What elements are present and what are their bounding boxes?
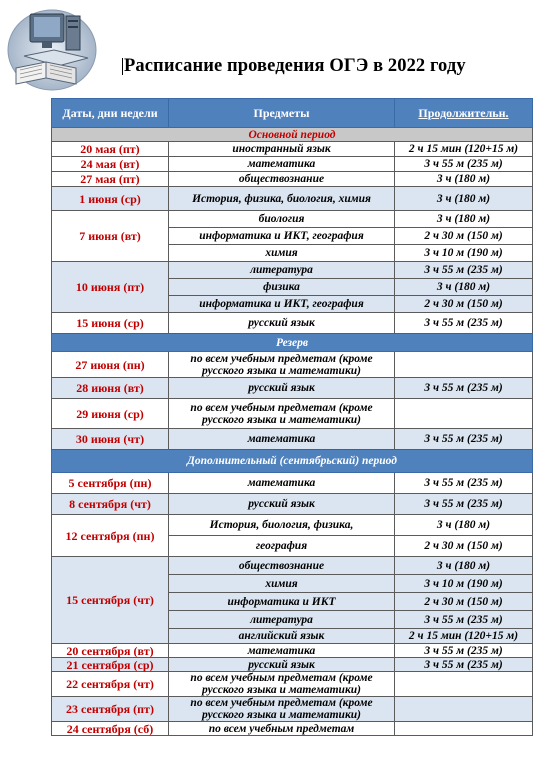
subject-cell: химия <box>169 575 395 593</box>
duration-cell: 3 ч 55 м (235 м) <box>395 473 533 494</box>
header-subject: Предметы <box>169 99 395 128</box>
subject-cell: математика <box>169 429 395 450</box>
schedule-table <box>51 98 533 736</box>
subject-cell: физика <box>169 279 395 296</box>
date-cell: 15 сентября (чт) <box>52 557 169 644</box>
page-title: Расписание проведения ОГЭ в 2022 году <box>124 56 466 76</box>
subject-cell: математика <box>169 157 395 172</box>
table-row <box>52 399 533 429</box>
duration-cell: 3 ч 55 м (235 м) <box>395 313 533 334</box>
date-cell: 7 июня (вт) <box>52 211 169 262</box>
table-row <box>52 722 533 736</box>
subject-cell: математика <box>169 644 395 658</box>
duration-cell: 3 ч 55 м (235 м) <box>395 494 533 515</box>
date-cell: 10 июня (пт) <box>52 262 169 313</box>
section-additional: Дополнительный (сентябрьский) период <box>52 450 533 473</box>
subject-cell: русский язык <box>169 313 395 334</box>
date-cell: 27 мая (пт) <box>52 172 169 187</box>
duration-cell: 2 ч 30 м (150 м) <box>395 228 533 245</box>
subject-cell: математика <box>169 473 395 494</box>
duration-cell <box>395 672 533 697</box>
subject-cell: обществознание <box>169 172 395 187</box>
section-row <box>52 450 533 473</box>
duration-cell: 2 ч 30 м (150 м) <box>395 593 533 611</box>
duration-cell: 3 ч (180 м) <box>395 557 533 575</box>
table-row <box>52 557 533 575</box>
table-row <box>52 378 533 399</box>
subject-cell: литература <box>169 611 395 629</box>
duration-cell: 3 ч 55 м (235 м) <box>395 262 533 279</box>
subject-cell: по всем учебным предметам <box>169 722 395 736</box>
duration-cell: 3 ч 55 м (235 м) <box>395 658 533 672</box>
table-row <box>52 172 533 187</box>
duration-cell: 3 ч (180 м) <box>395 172 533 187</box>
date-cell: 12 сентября (пн) <box>52 515 169 557</box>
duration-cell: 3 ч (180 м) <box>395 211 533 228</box>
subject-cell: обществознание <box>169 557 395 575</box>
duration-cell: 2 ч 15 мин (120+15 м) <box>395 142 533 157</box>
date-cell: 5 сентября (пн) <box>52 473 169 494</box>
date-cell: 23 сентября (пт) <box>52 697 169 722</box>
subject-cell: по всем учебным предметам (кроме русского языка и математики) <box>169 672 395 697</box>
date-cell: 15 июня (ср) <box>52 313 169 334</box>
date-cell: 1 июня (ср) <box>52 187 169 211</box>
subject-cell: английский язык <box>169 629 395 644</box>
subject-cell: география <box>169 536 395 557</box>
section-main: Основной период <box>52 128 533 142</box>
table-row <box>52 658 533 672</box>
table-row <box>52 473 533 494</box>
table-row <box>52 697 533 722</box>
section-row <box>52 128 533 142</box>
date-cell: 21 сентября (ср) <box>52 658 169 672</box>
date-cell: 20 сентября (вт) <box>52 644 169 658</box>
subject-cell: литература <box>169 262 395 279</box>
date-cell: 24 сентября (сб) <box>52 722 169 736</box>
duration-cell: 2 ч 30 м (150 м) <box>395 536 533 557</box>
computer-books-logo <box>6 4 98 92</box>
duration-cell: 3 ч 55 м (235 м) <box>395 429 533 450</box>
table-row <box>52 515 533 536</box>
duration-cell <box>395 352 533 378</box>
date-cell: 22 сентября (чт) <box>52 672 169 697</box>
table-row <box>52 157 533 172</box>
subject-cell: История, биология, физика, <box>169 515 395 536</box>
date-cell: 27 июня (пн) <box>52 352 169 378</box>
table-row <box>52 187 533 211</box>
duration-cell <box>395 399 533 429</box>
duration-cell: 3 ч (180 м) <box>395 515 533 536</box>
table-row <box>52 313 533 334</box>
date-cell: 30 июня (чт) <box>52 429 169 450</box>
date-cell: 20 мая (пт) <box>52 142 169 157</box>
date-cell: 8 сентября (чт) <box>52 494 169 515</box>
duration-cell: 2 ч 30 м (150 м) <box>395 296 533 313</box>
duration-cell: 3 ч 10 м (190 м) <box>395 245 533 262</box>
date-cell: 28 июня (вт) <box>52 378 169 399</box>
date-cell: 29 июня (ср) <box>52 399 169 429</box>
duration-cell: 3 ч (180 м) <box>395 187 533 211</box>
subject-cell: русский язык <box>169 378 395 399</box>
date-cell: 24 мая (вт) <box>52 157 169 172</box>
table-row <box>52 644 533 658</box>
subject-cell: информатика и ИКТ <box>169 593 395 611</box>
header-duration: Продолжительн. <box>395 99 533 128</box>
subject-cell: История, физика, биология, химия <box>169 187 395 211</box>
duration-cell <box>395 697 533 722</box>
header-date: Даты, дни недели <box>52 99 169 128</box>
table-row <box>52 494 533 515</box>
duration-cell: 3 ч 55 м (235 м) <box>395 611 533 629</box>
subject-cell: русский язык <box>169 494 395 515</box>
subject-cell: иностранный язык <box>169 142 395 157</box>
subject-cell: биология <box>169 211 395 228</box>
section-reserve: Резерв <box>52 334 533 352</box>
subject-cell: русский язык <box>169 658 395 672</box>
table-row <box>52 429 533 450</box>
duration-cell: 3 ч 55 м (235 м) <box>395 378 533 399</box>
header-row <box>52 99 533 128</box>
subject-cell: по всем учебным предметам (кроме русского языка и математики) <box>169 399 395 429</box>
table-row <box>52 262 533 279</box>
duration-cell: 3 ч 10 м (190 м) <box>395 575 533 593</box>
table-row <box>52 142 533 157</box>
subject-cell: по всем учебным предметам (кроме русского языка и математики) <box>169 352 395 378</box>
table-row <box>52 672 533 697</box>
table-row <box>52 352 533 378</box>
subject-cell: информатика и ИКТ, география <box>169 296 395 313</box>
table-row <box>52 211 533 228</box>
subject-cell: по всем учебным предметам (кроме русского языка и математики) <box>169 697 395 722</box>
duration-cell <box>395 722 533 736</box>
subject-cell: химия <box>169 245 395 262</box>
duration-cell: 3 ч 55 м (235 м) <box>395 644 533 658</box>
duration-cell: 3 ч 55 м (235 м) <box>395 157 533 172</box>
duration-cell: 2 ч 15 мин (120+15 м) <box>395 629 533 644</box>
subject-cell: информатика и ИКТ, география <box>169 228 395 245</box>
section-row <box>52 334 533 352</box>
duration-cell: 3 ч (180 м) <box>395 279 533 296</box>
